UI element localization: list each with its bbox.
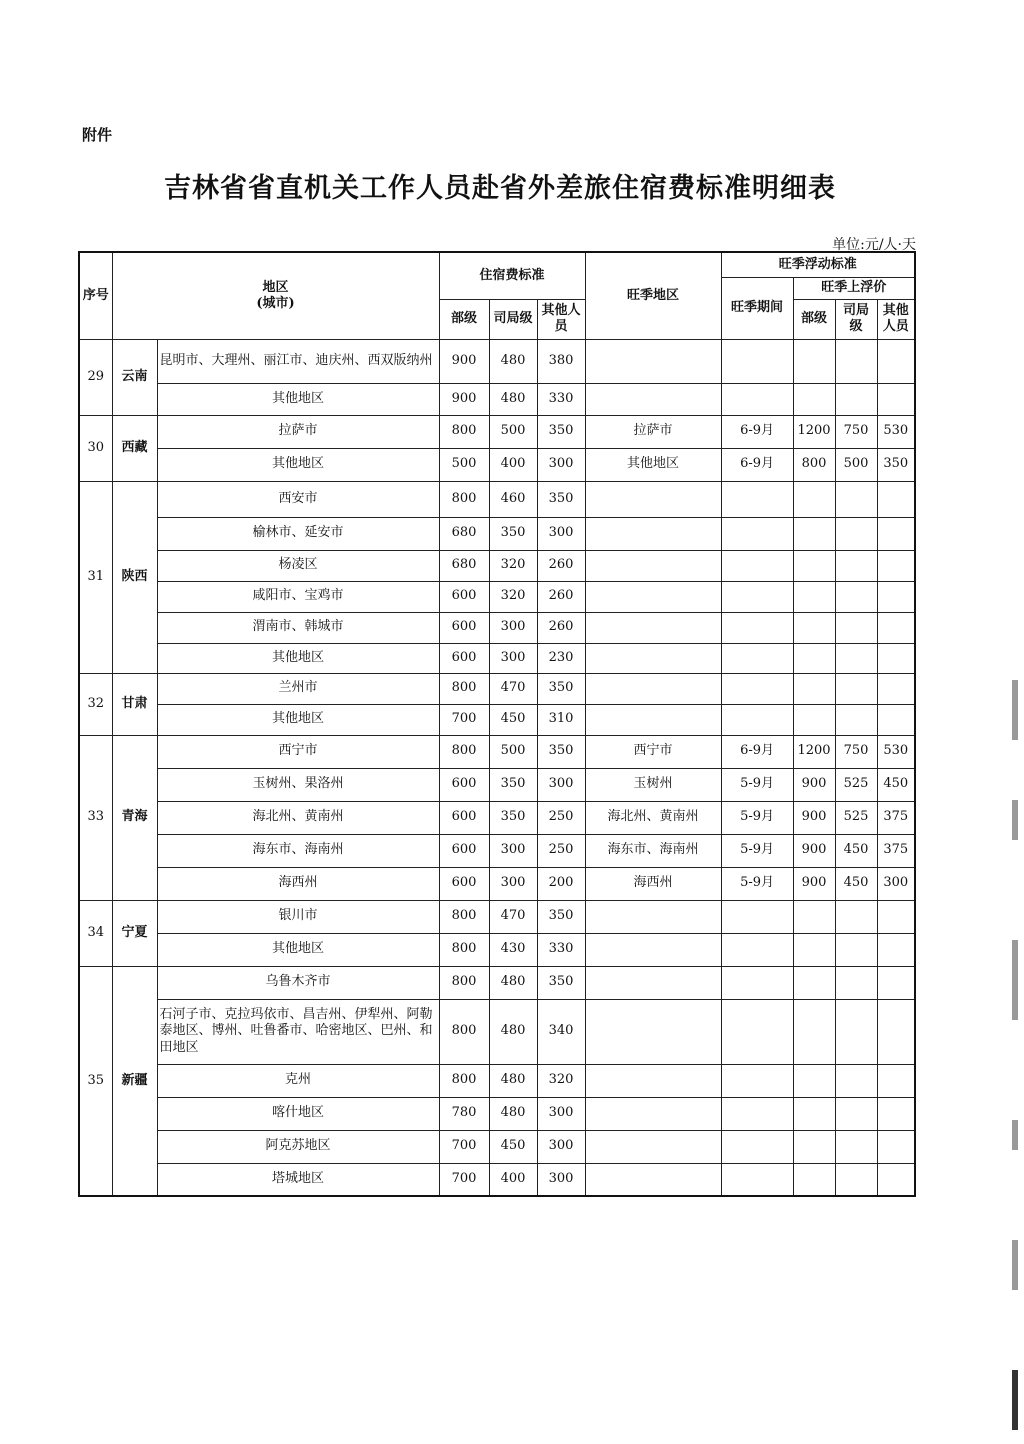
table-row (79, 448, 915, 481)
peak-area-cell (585, 581, 721, 612)
province-cell: 宁夏 (112, 900, 157, 966)
peak-period-cell (721, 900, 793, 933)
seq-cell: 35 (79, 966, 112, 1196)
peak-area-cell: 西宁市 (585, 735, 721, 768)
peak-others-rate-cell: 450 (877, 768, 915, 801)
table-row (79, 1163, 915, 1196)
peak-bureau-rate-cell (835, 1130, 877, 1163)
others-rate-cell: 350 (537, 673, 585, 704)
ministry-rate-cell: 700 (439, 704, 489, 735)
city-cell: 塔城地区 (157, 1163, 439, 1196)
bureau-rate-cell: 450 (489, 704, 537, 735)
city-cell: 银川市 (157, 900, 439, 933)
peak-period-cell (721, 339, 793, 383)
peak-area-cell (585, 704, 721, 735)
peak-area-cell: 其他地区 (585, 448, 721, 481)
others-rate-cell: 260 (537, 550, 585, 581)
seq-cell: 30 (79, 415, 112, 481)
table-row (79, 704, 915, 735)
peak-ministry-rate-cell: 900 (793, 834, 835, 867)
peak-ministry-rate-cell (793, 966, 835, 999)
others-rate-cell: 250 (537, 801, 585, 834)
peak-period-cell: 6-9月 (721, 448, 793, 481)
bureau-rate-cell: 460 (489, 481, 537, 517)
bureau-rate-cell: 480 (489, 999, 537, 1064)
ministry-rate-cell: 600 (439, 834, 489, 867)
ministry-rate-cell: 600 (439, 867, 489, 900)
others-rate-cell: 230 (537, 643, 585, 673)
city-cell: 其他地区 (157, 383, 439, 415)
header-peak-period: 旺季期间 (721, 277, 793, 339)
province-cell: 新疆 (112, 966, 157, 1196)
table-row (79, 735, 915, 768)
peak-others-rate-cell (877, 550, 915, 581)
peak-bureau-rate-cell: 750 (835, 735, 877, 768)
ministry-rate-cell: 600 (439, 801, 489, 834)
peak-ministry-rate-cell (793, 550, 835, 581)
table-row (79, 581, 915, 612)
ministry-rate-cell: 800 (439, 933, 489, 966)
header-peak-ministry: 部级 (793, 299, 835, 339)
table-row (79, 999, 915, 1064)
peak-bureau-rate-cell (835, 1163, 877, 1196)
peak-area-cell: 海北州、黄南州 (585, 801, 721, 834)
peak-period-cell (721, 704, 793, 735)
ministry-rate-cell: 800 (439, 481, 489, 517)
peak-others-rate-cell (877, 481, 915, 517)
peak-period-cell: 5-9月 (721, 801, 793, 834)
peak-period-cell: 6-9月 (721, 735, 793, 768)
ministry-rate-cell: 680 (439, 550, 489, 581)
others-rate-cell: 250 (537, 834, 585, 867)
ministry-rate-cell: 900 (439, 339, 489, 383)
peak-ministry-rate-cell (793, 1130, 835, 1163)
bureau-rate-cell: 470 (489, 673, 537, 704)
city-cell: 其他地区 (157, 448, 439, 481)
lodging-standard-table (78, 251, 916, 1197)
seq-cell: 34 (79, 900, 112, 966)
city-cell: 石河子市、克拉玛依市、昌吉州、伊犁州、阿勒泰地区、博州、吐鲁番市、哈密地区、巴州、和田地区 (157, 999, 439, 1064)
peak-bureau-rate-cell (835, 339, 877, 383)
table-row (79, 481, 915, 517)
seq-cell: 31 (79, 481, 112, 673)
city-cell: 其他地区 (157, 933, 439, 966)
city-cell: 兰州市 (157, 673, 439, 704)
peak-period-cell: 5-9月 (721, 867, 793, 900)
table-row (79, 415, 915, 448)
peak-period-cell: 5-9月 (721, 768, 793, 801)
header-region-label: 地区 (262, 279, 289, 295)
city-cell: 阿克苏地区 (157, 1130, 439, 1163)
peak-area-cell (585, 550, 721, 581)
peak-others-rate-cell (877, 612, 915, 643)
ministry-rate-cell: 780 (439, 1097, 489, 1130)
bureau-rate-cell: 480 (489, 966, 537, 999)
table-row (79, 1064, 915, 1097)
peak-period-cell (721, 1064, 793, 1097)
peak-others-rate-cell (877, 966, 915, 999)
bureau-rate-cell: 350 (489, 801, 537, 834)
peak-bureau-rate-cell: 450 (835, 834, 877, 867)
unit-label: 单位:元/人·天 (832, 237, 916, 253)
seq-cell: 29 (79, 339, 112, 415)
ministry-rate-cell: 500 (439, 448, 489, 481)
peak-others-rate-cell (877, 999, 915, 1064)
header-peak-bureau: 司局级 (835, 299, 877, 339)
seq-cell: 33 (79, 735, 112, 900)
peak-period-cell (721, 1097, 793, 1130)
peak-others-rate-cell (877, 704, 915, 735)
table-row (79, 517, 915, 550)
header-lodging-standard: 住宿费标准 (439, 252, 585, 299)
peak-area-cell: 玉树州 (585, 768, 721, 801)
peak-area-cell (585, 481, 721, 517)
table-row (79, 1130, 915, 1163)
peak-others-rate-cell (877, 581, 915, 612)
peak-bureau-rate-cell: 450 (835, 867, 877, 900)
peak-others-rate-cell (877, 1097, 915, 1130)
peak-bureau-rate-cell (835, 933, 877, 966)
header-bureau: 司局级 (489, 299, 537, 339)
peak-ministry-rate-cell (793, 673, 835, 704)
city-cell: 西安市 (157, 481, 439, 517)
peak-ministry-rate-cell: 800 (793, 448, 835, 481)
peak-area-cell (585, 999, 721, 1064)
others-rate-cell: 320 (537, 1064, 585, 1097)
others-rate-cell: 330 (537, 933, 585, 966)
others-rate-cell: 260 (537, 612, 585, 643)
peak-bureau-rate-cell (835, 643, 877, 673)
peak-period-cell (721, 933, 793, 966)
peak-others-rate-cell (877, 339, 915, 383)
peak-ministry-rate-cell (793, 612, 835, 643)
peak-others-rate-cell: 375 (877, 801, 915, 834)
peak-others-rate-cell (877, 933, 915, 966)
peak-bureau-rate-cell (835, 1064, 877, 1097)
peak-others-rate-cell (877, 643, 915, 673)
peak-period-cell (721, 612, 793, 643)
table-row (79, 643, 915, 673)
others-rate-cell: 350 (537, 481, 585, 517)
table-row (79, 339, 915, 383)
bureau-rate-cell: 480 (489, 383, 537, 415)
peak-bureau-rate-cell (835, 966, 877, 999)
peak-ministry-rate-cell (793, 1163, 835, 1196)
ministry-rate-cell: 800 (439, 735, 489, 768)
header-peak-up: 旺季上浮价 (793, 277, 915, 299)
peak-ministry-rate-cell (793, 1064, 835, 1097)
peak-area-cell (585, 339, 721, 383)
peak-ministry-rate-cell: 1200 (793, 415, 835, 448)
bureau-rate-cell: 400 (489, 448, 537, 481)
peak-bureau-rate-cell (835, 517, 877, 550)
peak-ministry-rate-cell: 900 (793, 801, 835, 834)
province-cell: 西藏 (112, 415, 157, 481)
peak-others-rate-cell (877, 1163, 915, 1196)
table-row (79, 673, 915, 704)
others-rate-cell: 300 (537, 517, 585, 550)
table-row (79, 966, 915, 999)
peak-ministry-rate-cell (793, 933, 835, 966)
city-cell: 西宁市 (157, 735, 439, 768)
peak-others-rate-cell: 350 (877, 448, 915, 481)
peak-bureau-rate-cell: 525 (835, 801, 877, 834)
ministry-rate-cell: 800 (439, 415, 489, 448)
table-row (79, 768, 915, 801)
others-rate-cell: 350 (537, 966, 585, 999)
peak-bureau-rate-cell: 525 (835, 768, 877, 801)
peak-others-rate-cell: 530 (877, 415, 915, 448)
peak-area-cell: 海西州 (585, 867, 721, 900)
peak-others-rate-cell: 530 (877, 735, 915, 768)
city-cell: 喀什地区 (157, 1097, 439, 1130)
peak-others-rate-cell (877, 900, 915, 933)
peak-period-cell (721, 481, 793, 517)
others-rate-cell: 200 (537, 867, 585, 900)
city-cell: 玉树州、果洛州 (157, 768, 439, 801)
table-row (79, 550, 915, 581)
bureau-rate-cell: 500 (489, 735, 537, 768)
peak-period-cell (721, 966, 793, 999)
peak-others-rate-cell (877, 517, 915, 550)
peak-bureau-rate-cell: 500 (835, 448, 877, 481)
province-cell: 青海 (112, 735, 157, 900)
peak-area-cell (585, 1064, 721, 1097)
ministry-rate-cell: 680 (439, 517, 489, 550)
ministry-rate-cell: 600 (439, 768, 489, 801)
peak-period-cell: 5-9月 (721, 834, 793, 867)
bureau-rate-cell: 300 (489, 643, 537, 673)
bureau-rate-cell: 450 (489, 1130, 537, 1163)
peak-others-rate-cell: 300 (877, 867, 915, 900)
ministry-rate-cell: 800 (439, 900, 489, 933)
peak-area-cell (585, 1130, 721, 1163)
peak-period-cell (721, 1130, 793, 1163)
city-cell: 渭南市、韩城市 (157, 612, 439, 643)
header-seq: 序号 (79, 252, 112, 339)
peak-ministry-rate-cell (793, 704, 835, 735)
others-rate-cell: 260 (537, 581, 585, 612)
bureau-rate-cell: 300 (489, 867, 537, 900)
others-rate-cell: 300 (537, 1097, 585, 1130)
ministry-rate-cell: 800 (439, 999, 489, 1064)
table-body (79, 339, 915, 1196)
peak-area-cell (585, 517, 721, 550)
table-row (79, 1097, 915, 1130)
peak-ministry-rate-cell (793, 999, 835, 1064)
others-rate-cell: 350 (537, 735, 585, 768)
table-row (79, 801, 915, 834)
others-rate-cell: 310 (537, 704, 585, 735)
header-peak-standard: 旺季浮动标准 (721, 252, 915, 277)
peak-bureau-rate-cell (835, 900, 877, 933)
city-cell: 克州 (157, 1064, 439, 1097)
others-rate-cell: 350 (537, 415, 585, 448)
header-region (112, 252, 439, 339)
peak-period-cell (721, 517, 793, 550)
peak-ministry-rate-cell (793, 581, 835, 612)
peak-period-cell (721, 999, 793, 1064)
ministry-rate-cell: 800 (439, 966, 489, 999)
peak-period-cell (721, 581, 793, 612)
header-peak-area: 旺季地区 (585, 252, 721, 339)
bureau-rate-cell: 320 (489, 581, 537, 612)
peak-bureau-rate-cell: 750 (835, 415, 877, 448)
ministry-rate-cell: 800 (439, 1064, 489, 1097)
city-cell: 海东市、海南州 (157, 834, 439, 867)
bureau-rate-cell: 480 (489, 1064, 537, 1097)
city-cell: 杨凌区 (157, 550, 439, 581)
header-peak-others: 其他人员 (877, 299, 915, 339)
peak-others-rate-cell (877, 673, 915, 704)
peak-bureau-rate-cell (835, 999, 877, 1064)
peak-ministry-rate-cell: 900 (793, 768, 835, 801)
table-row (79, 383, 915, 415)
peak-bureau-rate-cell (835, 581, 877, 612)
peak-ministry-rate-cell (793, 643, 835, 673)
table-row (79, 933, 915, 966)
peak-ministry-rate-cell (793, 481, 835, 517)
city-cell: 拉萨市 (157, 415, 439, 448)
others-rate-cell: 330 (537, 383, 585, 415)
city-cell: 海北州、黄南州 (157, 801, 439, 834)
peak-bureau-rate-cell (835, 383, 877, 415)
bureau-rate-cell: 300 (489, 612, 537, 643)
peak-area-cell (585, 933, 721, 966)
bureau-rate-cell: 400 (489, 1163, 537, 1196)
peak-area-cell: 拉萨市 (585, 415, 721, 448)
peak-area-cell (585, 673, 721, 704)
peak-others-rate-cell: 375 (877, 834, 915, 867)
scan-edge-marks (1010, 680, 1018, 1440)
header-region-sub: (城市) (256, 295, 295, 311)
peak-ministry-rate-cell (793, 517, 835, 550)
table-row (79, 867, 915, 900)
peak-period-cell: 6-9月 (721, 415, 793, 448)
peak-others-rate-cell (877, 1130, 915, 1163)
province-cell: 甘肃 (112, 673, 157, 735)
peak-area-cell: 海东市、海南州 (585, 834, 721, 867)
table-row (79, 900, 915, 933)
header-ministry: 部级 (439, 299, 489, 339)
bureau-rate-cell: 430 (489, 933, 537, 966)
peak-ministry-rate-cell (793, 900, 835, 933)
city-cell: 其他地区 (157, 704, 439, 735)
bureau-rate-cell: 480 (489, 1097, 537, 1130)
city-cell: 海西州 (157, 867, 439, 900)
peak-area-cell (585, 383, 721, 415)
seq-cell: 32 (79, 673, 112, 735)
province-cell: 云南 (112, 339, 157, 415)
others-rate-cell: 380 (537, 339, 585, 383)
table-row (79, 612, 915, 643)
peak-bureau-rate-cell (835, 481, 877, 517)
bureau-rate-cell: 500 (489, 415, 537, 448)
peak-others-rate-cell (877, 1064, 915, 1097)
peak-ministry-rate-cell (793, 383, 835, 415)
peak-period-cell (721, 643, 793, 673)
bureau-rate-cell: 300 (489, 834, 537, 867)
bureau-rate-cell: 470 (489, 900, 537, 933)
others-rate-cell: 350 (537, 900, 585, 933)
others-rate-cell: 300 (537, 1130, 585, 1163)
peak-ministry-rate-cell: 900 (793, 867, 835, 900)
city-cell: 昆明市、大理州、丽江市、迪庆州、西双版纳州 (157, 339, 439, 383)
peak-ministry-rate-cell (793, 339, 835, 383)
peak-area-cell (585, 612, 721, 643)
province-cell: 陕西 (112, 481, 157, 673)
others-rate-cell: 340 (537, 999, 585, 1064)
city-cell: 乌鲁木齐市 (157, 966, 439, 999)
peak-bureau-rate-cell (835, 550, 877, 581)
bureau-rate-cell: 320 (489, 550, 537, 581)
ministry-rate-cell: 900 (439, 383, 489, 415)
attachment-label: 附件 (82, 126, 113, 144)
city-cell: 咸阳市、宝鸡市 (157, 581, 439, 612)
peak-area-cell (585, 1163, 721, 1196)
ministry-rate-cell: 600 (439, 581, 489, 612)
ministry-rate-cell: 600 (439, 643, 489, 673)
peak-period-cell (721, 550, 793, 581)
bureau-rate-cell: 350 (489, 517, 537, 550)
peak-area-cell (585, 1097, 721, 1130)
peak-bureau-rate-cell (835, 704, 877, 735)
peak-period-cell (721, 1163, 793, 1196)
ministry-rate-cell: 800 (439, 673, 489, 704)
peak-ministry-rate-cell (793, 1097, 835, 1130)
page-title: 吉林省省直机关工作人员赴省外差旅住宿费标准明细表 (164, 173, 836, 204)
peak-area-cell (585, 643, 721, 673)
peak-period-cell (721, 673, 793, 704)
peak-others-rate-cell (877, 383, 915, 415)
peak-area-cell (585, 900, 721, 933)
city-cell: 其他地区 (157, 643, 439, 673)
others-rate-cell: 300 (537, 448, 585, 481)
bureau-rate-cell: 350 (489, 768, 537, 801)
others-rate-cell: 300 (537, 1163, 585, 1196)
peak-bureau-rate-cell (835, 612, 877, 643)
peak-ministry-rate-cell: 1200 (793, 735, 835, 768)
ministry-rate-cell: 700 (439, 1163, 489, 1196)
peak-bureau-rate-cell (835, 1097, 877, 1130)
ministry-rate-cell: 600 (439, 612, 489, 643)
ministry-rate-cell: 700 (439, 1130, 489, 1163)
table-row (79, 834, 915, 867)
city-cell: 榆林市、延安市 (157, 517, 439, 550)
peak-area-cell (585, 966, 721, 999)
peak-bureau-rate-cell (835, 673, 877, 704)
bureau-rate-cell: 480 (489, 339, 537, 383)
header-others: 其他人员 (537, 299, 585, 339)
peak-period-cell (721, 383, 793, 415)
others-rate-cell: 300 (537, 768, 585, 801)
